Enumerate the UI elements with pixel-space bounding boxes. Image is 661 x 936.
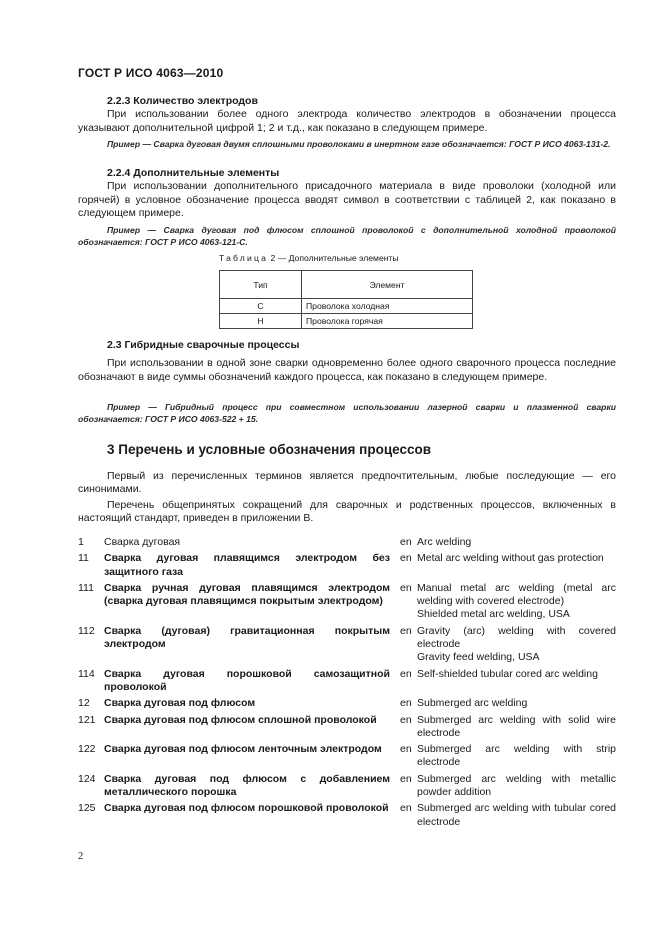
term-english: Manual metal arc welding (metal arc welding with covered electrode) Shielded metal arc welding, USA — [417, 581, 616, 621]
example-text: Пример — Сварка дуговая под флюсом сплошной проволокой с дополнительной холодной проволокой обозначается: ГОСТ Р ИСО 4063-121-C. — [78, 225, 616, 248]
term-russian: Сварка дуговая плавящимся электродом без защитного газа — [104, 552, 390, 578]
table-cell: Проволока горячая — [302, 314, 473, 329]
term-row — [78, 536, 616, 549]
term-number: 121 — [78, 713, 96, 726]
term-russian: Сварка дуговая — [104, 536, 181, 548]
section-title: 3 Перечень и условные обозначения процессов — [107, 442, 432, 457]
terms-list — [78, 536, 616, 832]
paragraph: Первый из перечисленных терминов является предпочтительным, любые последующие — его синонимами. — [78, 470, 616, 496]
term-number: 12 — [78, 697, 90, 710]
term-russian: Сварка дуговая под флюсом ленточным электродом — [104, 743, 382, 756]
term-number: 11 — [78, 552, 89, 565]
subsection-title: 2.2.4 Дополнительные элементы — [107, 167, 280, 179]
term-russian: Сварка ручная дуговая плавящимся электродом (сварка дуговая плавящимся покрытым электродом) — [104, 581, 390, 608]
term-number: 122 — [78, 743, 96, 756]
term-english: Submerged arc welding with solid wire electrode — [417, 713, 616, 739]
term-language: en — [400, 802, 412, 815]
term-english: Submerged arc welding with tubular cored electrode — [417, 802, 616, 828]
term-row — [78, 773, 616, 800]
term-row — [78, 625, 616, 665]
term-language: en — [400, 713, 412, 726]
term-number: 124 — [78, 772, 96, 785]
term-russian: Сварка дуговая под флюсом с добавлением металлического порошка — [104, 772, 390, 799]
term-language: en — [400, 581, 412, 594]
term-russian: Сварка дуговая под флюсом порошковой проволокой — [104, 802, 389, 815]
elements-table — [219, 270, 473, 329]
table-caption: Таблица 2 — Дополнительные элементы — [219, 253, 399, 263]
section-2-2-4 — [78, 167, 616, 220]
subsection-title: 2.3 Гибридные сварочные процессы — [107, 339, 300, 351]
table-header-row — [220, 271, 473, 299]
column-header: Элемент — [302, 271, 473, 299]
term-row — [78, 552, 616, 579]
term-row — [78, 714, 616, 741]
term-english: Submerged arc welding with strip electrode — [417, 743, 616, 769]
term-russian: Сварка дуговая под флюсом сплошной проволокой — [104, 713, 377, 726]
term-language: en — [400, 772, 412, 785]
term-language: en — [400, 743, 412, 756]
term-english: Metal arc welding without gas protection — [417, 552, 604, 565]
section-3-intro — [78, 470, 616, 525]
term-english: Gravity (arc) welding with covered electrode Gravity feed welding, USA — [417, 624, 616, 664]
document-header: ГОСТ Р ИСО 4063—2010 — [78, 66, 224, 80]
table-row — [220, 299, 473, 314]
term-number: 114 — [78, 667, 95, 680]
section-2-3 — [78, 339, 616, 384]
term-english: Arc welding — [417, 536, 472, 548]
table-row — [220, 314, 473, 329]
term-russian: Сварка (дуговая) гравитационная покрытым электродом — [104, 624, 390, 651]
paragraph: При использовании в одной зоне сварки одновременно более одного сварочного процесса последние обозначают в виде суммы обозначений каждого процесса, как показано в следующем примере. — [78, 357, 616, 383]
table-cell: H — [220, 314, 302, 329]
paragraph: При использовании дополнительного присадочного материала в виде проволоки (холодной или горячей) в условное обозначение процесса вводят символ в соответствии с таблицей 2, как показано в следующем примере. — [78, 180, 616, 219]
paragraph: Перечень общепринятых сокращений для сварочных и родственных процессов, включенных в настоящий стандарт, приведен в приложении В. — [78, 498, 616, 524]
example-text: Пример — Гибридный процесс при совместном использовании лазерной сварки и плазменной сварки обозначается: ГОСТ Р ИСО 4063-522 + 15. — [78, 402, 616, 425]
term-number: 1 — [78, 536, 84, 548]
term-language: en — [400, 697, 412, 710]
term-language: en — [400, 552, 412, 565]
term-row — [78, 743, 616, 770]
term-language: en — [400, 624, 412, 637]
page-number: 2 — [78, 851, 84, 862]
term-language: en — [400, 667, 412, 680]
term-number: 111 — [78, 581, 94, 594]
term-row — [78, 802, 616, 829]
term-number: 112 — [78, 624, 95, 637]
term-row — [78, 668, 616, 695]
section-2-2-3 — [78, 95, 616, 135]
term-row — [78, 697, 616, 710]
term-number: 125 — [78, 802, 96, 815]
table-cell: C — [220, 299, 302, 314]
example-text: Пример — Сварка дуговая двумя сплошными проволоками в инертном газе обозначается: ГОСТ Р ИСО 4063-131-2. — [107, 139, 611, 149]
column-header: Тип — [220, 271, 302, 299]
term-english: Submerged arc welding with metallic powder addition — [417, 772, 616, 799]
paragraph: При использовании более одного электрода количество электродов в обозначении процесса указывают дополнительной цифрой 1; 2 и т.д., как показано в следующем примере. — [78, 108, 616, 134]
term-row — [78, 582, 616, 622]
term-english: Self-shielded tubular cored arc welding — [417, 667, 598, 680]
term-english: Submerged arc welding — [417, 697, 528, 710]
table-cell: Проволока холодная — [302, 299, 473, 314]
term-russian: Сварка дуговая порошковой самозащитной проволокой — [104, 667, 390, 693]
term-language: en — [400, 536, 412, 548]
subsection-title: 2.2.3 Количество электродов — [107, 95, 258, 107]
term-russian: Сварка дуговая под флюсом — [104, 697, 256, 710]
